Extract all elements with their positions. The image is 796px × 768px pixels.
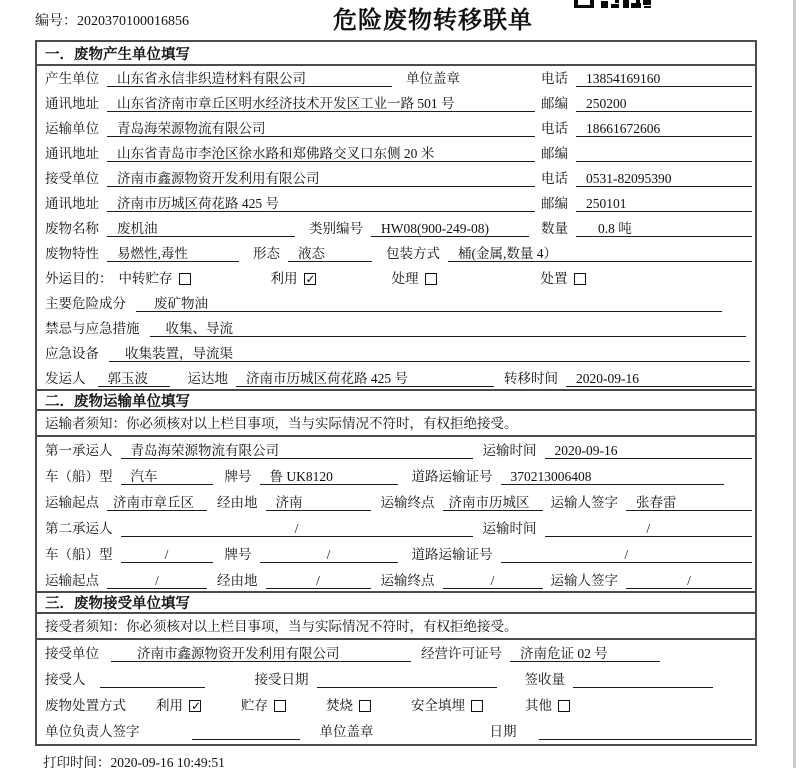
option-label: 利用 (156, 698, 183, 713)
receiver-value: 济南市鑫源物资开发利用有限公司 (107, 169, 535, 187)
dest-value: 济南市历城区荷花路 425 号 (236, 369, 494, 387)
zip3-label: 邮编 (541, 196, 568, 211)
vehicle1-label: 车（船）型 (45, 469, 113, 484)
row-receiver-notice (37, 614, 755, 640)
zip1-value: 250200 (576, 94, 752, 112)
disposal-option-landfill (411, 697, 483, 714)
option-label: 焚烧 (326, 698, 353, 713)
option-label: 处置 (540, 271, 568, 286)
phone3-value: 0531-82095390 (576, 169, 752, 187)
via1-value: 济南 (266, 493, 371, 511)
license3-label: 经营许可证号 (421, 646, 502, 661)
recipient-value (100, 670, 205, 688)
receiver2-label: 接受单位 (45, 646, 99, 661)
manifest-form (35, 40, 757, 746)
origin2-value: / (107, 571, 207, 589)
disposal-option-other (525, 697, 570, 714)
receiver-label: 接受单位 (45, 171, 99, 186)
recipient-label: 接受人 (45, 672, 86, 687)
row-purpose (37, 266, 755, 291)
sign1-value: 张春雷 (626, 493, 752, 511)
unit-seal2-label: 单位盖章 (319, 724, 374, 739)
disposal-option-storage (241, 697, 286, 714)
phone1-label: 电话 (541, 71, 568, 86)
form-label: 形态 (253, 246, 280, 261)
checkbox-disposal-landfill (471, 700, 483, 712)
emergency-label: 禁忌与应急措施 (45, 321, 140, 336)
purpose-option-utilize (271, 270, 316, 287)
via2-value: / (266, 571, 371, 589)
phone1-value: 13854169160 (576, 69, 752, 87)
qr-code-partial-icon (574, 0, 652, 9)
option-label: 中转贮存 (118, 271, 173, 286)
end1-label: 运输终点 (380, 495, 435, 510)
disposal-option-incinerate (326, 697, 371, 714)
row-carrier1 (37, 437, 755, 463)
date2-label: 日期 (489, 724, 517, 739)
checkbox-disposal-other (558, 700, 570, 712)
amount-label: 签收量 (524, 672, 565, 687)
transporter-value: 青岛海荣源物流有限公司 (107, 119, 535, 137)
end2-value: / (443, 571, 543, 589)
packing-value: 桶(金属,数量 4） (448, 244, 752, 262)
carrier1-value: 青岛海荣源物流有限公司 (121, 441, 473, 459)
phone2-label: 电话 (541, 121, 568, 136)
sign2-value: / (626, 571, 752, 589)
row-producer (37, 66, 755, 91)
vehicle2-value: / (121, 545, 213, 563)
phone3-label: 电话 (541, 171, 568, 186)
sender-label: 发运人 (45, 371, 86, 386)
carrier2-value: / (121, 519, 473, 537)
zip3-value: 250101 (576, 194, 752, 212)
option-label: 其他 (525, 698, 552, 713)
packing-label: 包装方式 (386, 246, 440, 261)
receiver-notice: 接受者须知：你必须核对以上栏目事项，当与实际情况不符时，有权拒绝接受。 (45, 618, 518, 634)
row-hazard (37, 291, 755, 316)
purpose-option-transfer-storage (119, 270, 191, 287)
plate1-label: 牌号 (224, 469, 252, 484)
time2-label: 运输时间 (482, 521, 537, 536)
doc-number-label: 编号： (35, 14, 77, 29)
row-transport-unit (37, 116, 755, 141)
row-waste-name (37, 216, 755, 241)
emergency-value: 收集、导流 (150, 319, 747, 337)
row-receive-address (37, 191, 755, 216)
transfer-time-value: 2020-09-16 (566, 369, 752, 387)
character-label: 废物特性 (45, 246, 99, 261)
time1-label: 运输时间 (482, 443, 537, 458)
receiver2-value: 济南市鑫源物资开发利用有限公司 (111, 644, 411, 662)
transporter-notice: 运输者须知：你必须核对以上栏目事项，当与实际情况不符时，有权拒绝接受。 (45, 415, 518, 431)
row-disposal (37, 692, 755, 718)
option-label: 处理 (391, 271, 419, 286)
row-chief-sign (37, 718, 755, 744)
producer-label: 产生单位 (45, 71, 99, 86)
row-vehicle1 (37, 463, 755, 489)
purpose-label: 外运目的： (45, 271, 113, 286)
doc-number (35, 10, 189, 30)
row-waste-character (37, 241, 755, 266)
row-transporter-notice (37, 411, 755, 437)
license3-value: 济南危证 02 号 (510, 644, 660, 662)
option-label: 利用 (270, 271, 298, 286)
transfer-time-label: 转移时间 (504, 371, 558, 386)
sign2-label: 运输人签字 (550, 573, 618, 588)
addr3-value: 济南市历城区荷花路 425 号 (107, 194, 535, 212)
end2-label: 运输终点 (380, 573, 435, 588)
row-equipment (37, 341, 755, 366)
row-receive-unit-2 (37, 640, 755, 666)
qty-value: 0.8 吨 (576, 219, 752, 237)
receive-date-label: 接受日期 (254, 672, 309, 687)
row-route1 (37, 489, 755, 515)
checkbox-disposal-storage (274, 700, 286, 712)
section3-header: 三．废物接受单位填写 (37, 591, 755, 614)
checkbox-disposal-utilize (189, 700, 201, 712)
row-carrier2 (37, 515, 755, 541)
addr1-value: 山东省济南市章丘区明水经济技术开发区工业一路 501 号 (107, 94, 535, 112)
row-transport-address (37, 141, 755, 166)
sender-value: 郭玉波 (98, 369, 170, 387)
row-sender (37, 366, 755, 391)
plate1-value: 鲁 UK8120 (260, 467, 398, 485)
addr2-label: 通讯地址 (45, 146, 99, 161)
page-title: 危险废物转移联单 (333, 7, 533, 34)
character-value: 易燃性,毒性 (107, 244, 239, 262)
checkbox-disposal-incinerate (359, 700, 371, 712)
receive-date-value (317, 670, 497, 688)
hazard-label: 主要危险成分 (45, 296, 126, 311)
zip2-label: 邮编 (541, 146, 568, 161)
carrier2-label: 第二承运人 (45, 521, 113, 536)
print-time: 打印时间：2020-09-16 10:49:51 (43, 755, 225, 768)
unit-seal-label: 单位盖章 (406, 71, 460, 86)
row-vehicle2 (37, 541, 755, 567)
section1-header: 一．废物产生单位填写 (37, 42, 755, 66)
license1-label: 道路运输证号 (411, 469, 493, 484)
hazard-value: 废矿物油 (136, 294, 722, 312)
option-label: 安全填埋 (411, 698, 465, 713)
origin2-label: 运输起点 (45, 573, 99, 588)
addr1-label: 通讯地址 (45, 96, 99, 111)
disposal-option-utilize (156, 697, 201, 714)
form-value: 液态 (288, 244, 372, 262)
end1-value: 济南市历城区 (443, 493, 543, 511)
checkbox-dispose (574, 273, 586, 285)
carrier1-label: 第一承运人 (45, 443, 113, 458)
date2-value (539, 722, 753, 740)
addr2-value: 山东省青岛市李沧区徐水路和郑佛路交叉口东侧 20 米 (107, 144, 535, 162)
chief-sign-label: 单位负责人签字 (45, 724, 140, 739)
row-producer-address (37, 91, 755, 116)
sign1-label: 运输人签字 (550, 495, 618, 510)
chief-sign-value (192, 722, 300, 740)
plate2-label: 牌号 (224, 547, 252, 562)
row-receive-unit (37, 166, 755, 191)
zip1-label: 邮编 (541, 96, 568, 111)
purpose-option-dispose (541, 270, 586, 287)
time2-value: / (545, 519, 753, 537)
phone2-value: 18661672606 (576, 119, 752, 137)
qty-label: 数量 (541, 221, 568, 236)
origin1-label: 运输起点 (45, 495, 99, 510)
row-recipient (37, 666, 755, 692)
purpose-option-treat (392, 270, 437, 287)
option-label: 贮存 (241, 698, 268, 713)
vehicle2-label: 车（船）型 (45, 547, 113, 562)
vehicle1-value: 汽车 (121, 467, 213, 485)
equipment-label: 应急设备 (45, 346, 99, 361)
row-emergency (37, 316, 755, 341)
dest-label: 运达地 (187, 371, 228, 386)
via2-label: 经由地 (217, 573, 258, 588)
transporter-label: 运输单位 (45, 121, 99, 136)
doc-number-value: 2020370100016856 (77, 14, 189, 29)
category-label: 类别编号 (309, 221, 363, 236)
zip2-value (576, 144, 752, 162)
license1-value: 370213006408 (501, 467, 725, 485)
license2-value: / (501, 545, 753, 563)
checkbox-utilize (304, 273, 316, 285)
amount-value (573, 670, 713, 688)
waste-name-label: 废物名称 (45, 221, 99, 236)
section2-header: 二．废物运输单位填写 (37, 389, 755, 411)
category-value: HW08(900-249-08) (371, 219, 529, 237)
via1-label: 经由地 (217, 495, 258, 510)
time1-value: 2020-09-16 (545, 441, 753, 459)
checkbox-treat (425, 273, 437, 285)
addr3-label: 通讯地址 (45, 196, 99, 211)
row-route2 (37, 567, 755, 593)
producer-value: 山东省永信非织造材料有限公司 (107, 69, 392, 87)
checkbox-transfer-storage (179, 273, 191, 285)
plate2-value: / (260, 545, 398, 563)
equipment-value: 收集装置，导流渠 (109, 344, 750, 362)
license2-label: 道路运输证号 (411, 547, 493, 562)
origin1-value: 济南市章丘区 (107, 493, 207, 511)
disposal-label: 废物处置方式 (45, 698, 126, 713)
waste-name-value: 废机油 (107, 219, 295, 237)
